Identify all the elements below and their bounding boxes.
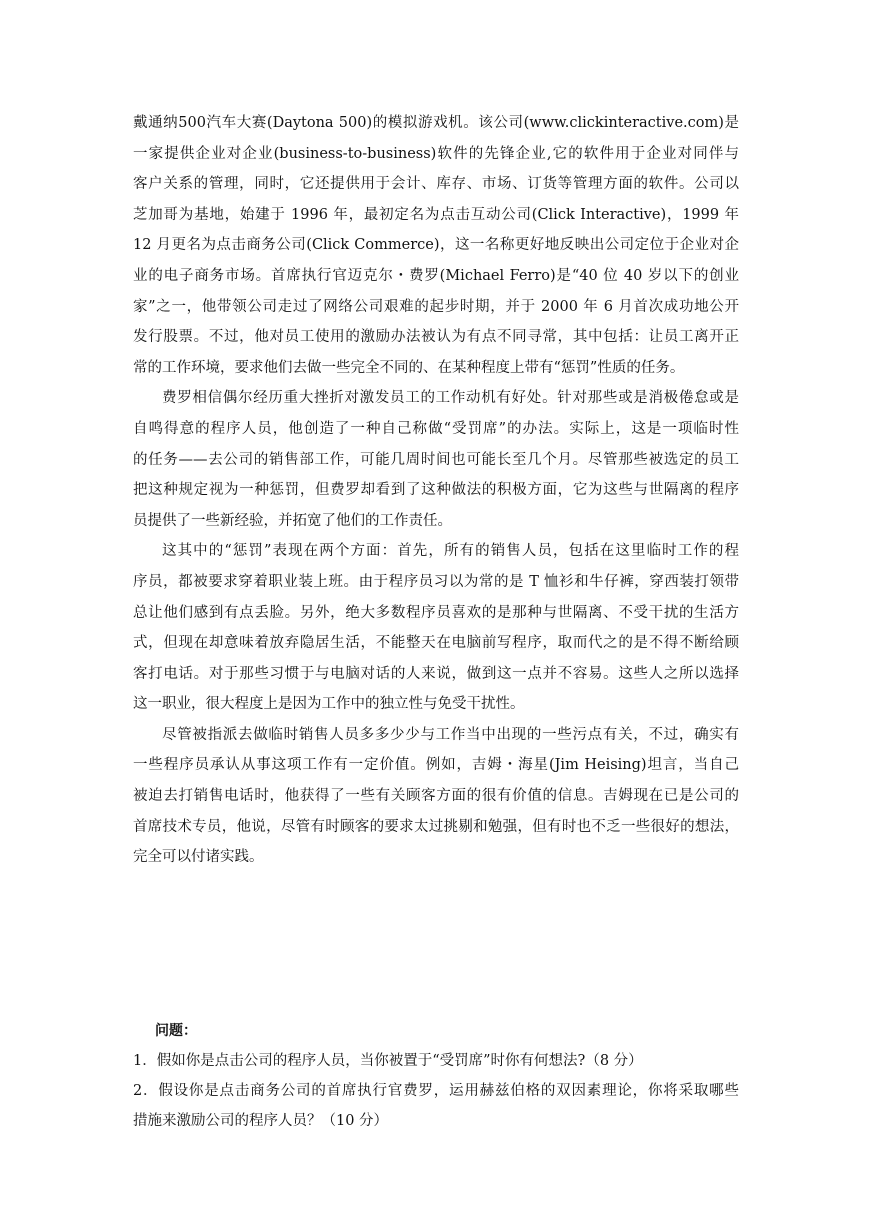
questions-heading: 问题： <box>155 1023 197 1039</box>
text-line: 客打电话。对于那些习惯于与电脑对话的人来说，做到这一点并不容易。这些人之所以选择 <box>133 665 739 682</box>
question-2-line-2: 措施来激励公司的程序人员？（10 分） <box>133 1113 389 1129</box>
paragraph-1 <box>133 108 739 383</box>
text-line: 这一职业，很大程度上是因为工作中的独立性与免受干扰性。 <box>133 696 525 713</box>
paragraph-2 <box>133 383 739 536</box>
question-1: 1．假如你是点击公司的程序人员，当你被置于“受罚席”时你有何想法?（8 分） <box>133 1053 643 1069</box>
questions-section <box>133 1016 739 1136</box>
text-line: 式，但现在却意味着放弃隐居生活，不能整天在电脑前写程序，取而代之的是不得不断给顾 <box>133 635 739 652</box>
text-line: 家”之一，他带领公司走过了网络公司艰难的起步时期，并于 2000 年 6 月首次成功地公开 <box>133 298 739 315</box>
question-2-line-1: 2．假设你是点击商务公司的首席执行官费罗，运用赫兹伯格的双因素理论，你将采取哪些 <box>133 1083 739 1099</box>
text-line: 戴通纳500汽车大赛(Daytona 500)的模拟游戏机。该公司(www.clickinteractive.com)是 <box>133 115 739 131</box>
text-line: 这其中的“惩罚”表现在两个方面：首先，所有的销售人员，包括在这里临时工作的程 <box>162 543 739 560</box>
case-study-body <box>133 108 739 873</box>
text-line: 一些程序员承认从事这项工作有一定价值。例如，吉姆・海星(Jim Heising)坦言，当自己 <box>133 757 739 774</box>
text-line: 发行股票。不过，他对员工使用的激励办法被认为有点不同寻常，其中包括：让员工离开正 <box>133 329 739 346</box>
text-line: 序员，都被要求穿着职业装上班。由于程序员习以为常的是 T 恤衫和牛仔裤，穿西装打领带 <box>133 573 739 590</box>
text-line: 常的工作环境，要求他们去做一些完全不同的、在某种程度上带有“惩罚”性质的任务。 <box>133 359 685 376</box>
text-line: 员提供了一些新经验，并拓宽了他们的工作责任。 <box>133 512 452 529</box>
text-line: 被迫去打销售电话时，他获得了一些有关顾客方面的很有价值的信息。吉姆现在已是公司的 <box>133 788 739 805</box>
text-line: 自鸣得意的程序人员，他创造了一种自己称做“受罚席”的办法。实际上，这是一项临时性 <box>133 420 739 437</box>
text-line: 12 月更名为点击商务公司(Click Commerce)，这一名称更好地反映出公司定位于企业对企 <box>133 237 739 254</box>
text-line: 的任务——去公司的销售部工作，可能几周时间也可能长至几个月。尽管那些被选定的员工 <box>133 451 739 468</box>
text-line: 一家提供企业对企业(business-to-business)软件的先锋企业,它的软件用于企业对同伴与 <box>133 145 739 162</box>
text-line: 尽管被指派去做临时销售人员多多少少与工作当中出现的一些污点有关，不过，确实有 <box>162 726 739 743</box>
text-line: 业的电子商务市场。首席执行官迈克尔・费罗(Michael Ferro)是“40 位 40 岁以下的创业 <box>133 267 739 284</box>
text-line: 费罗相信偶尔经历重大挫折对激发员工的工作动机有好处。针对那些或是消极倦怠或是 <box>162 390 739 407</box>
paragraph-3 <box>133 536 739 720</box>
text-line: 客户关系的管理，同时，它还提供用于会计、库存、市场、订货等管理方面的软件。公司以 <box>133 176 739 193</box>
text-line: 芝加哥为基地，始建于 1996 年，最初定名为点击互动公司(Click Interactive)，1999 年 <box>133 206 739 223</box>
text-line: 首席技术专员，他说，尽管有时顾客的要求太过挑剔和勉强，但有时也不乏一些很好的想法， <box>133 818 739 835</box>
text-line: 总让他们感到有点丢脸。另外，绝大多数程序员喜欢的是那种与世隔离、不受干扰的生活方 <box>133 604 739 621</box>
paragraph-4 <box>133 720 739 873</box>
text-line: 完全可以付诸实践。 <box>133 849 264 866</box>
text-line: 把这种规定视为一种惩罚，但费罗却看到了这种做法的积极方面，它为这些与世隔离的程序 <box>133 482 739 499</box>
